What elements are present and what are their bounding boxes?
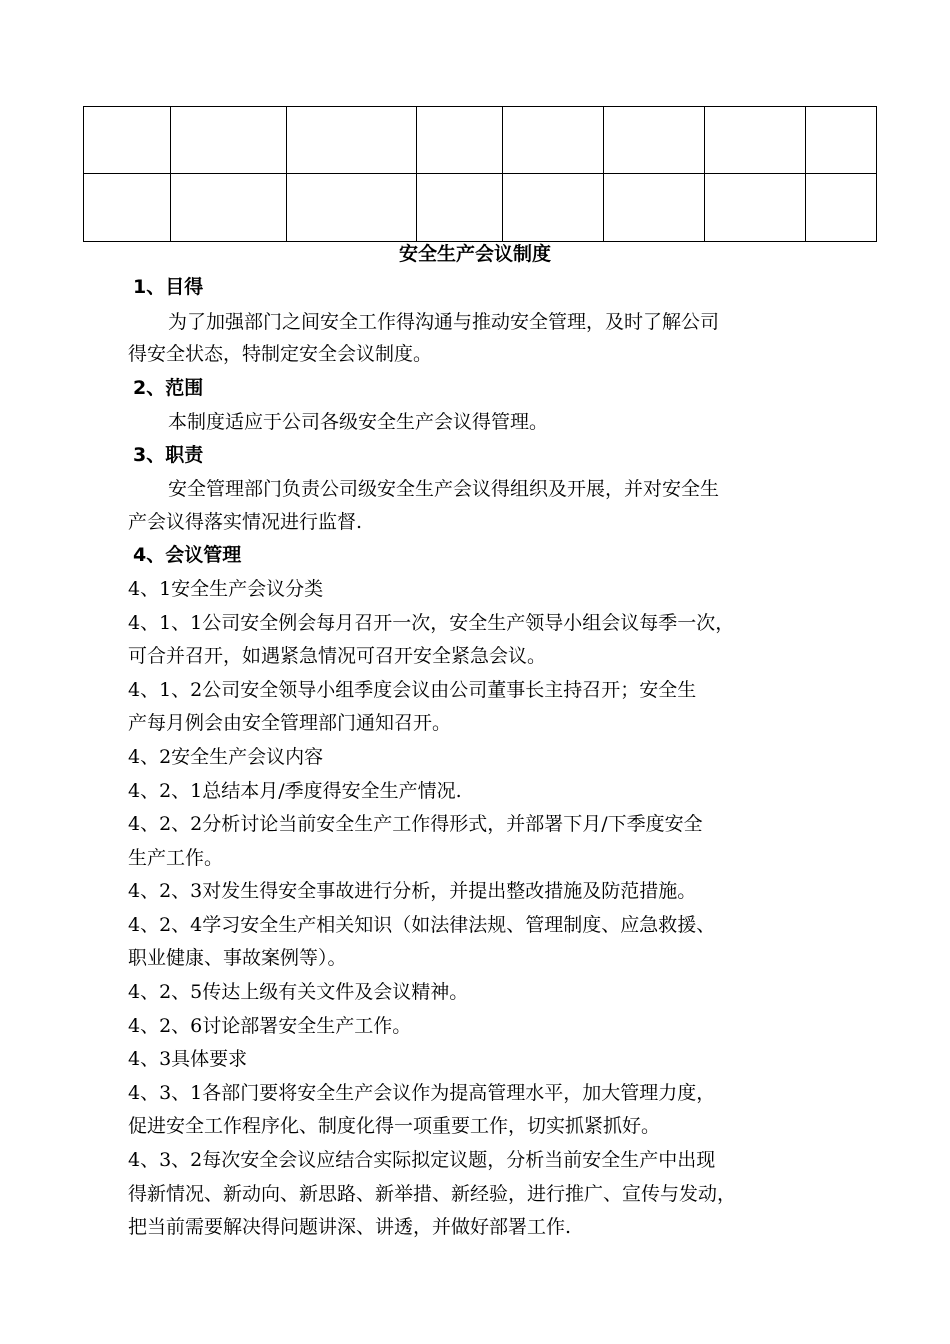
grid-cell <box>171 107 287 174</box>
grid-cell <box>287 174 417 242</box>
paragraph-line: 得安全状态，特制定安全会议制度。 <box>128 343 433 365</box>
paragraph-line: 促进安全工作程序化、制度化得一项重要工作，切实抓紧抓好。 <box>128 1115 661 1137</box>
paragraph-line: 为了加强部门之间安全工作得沟通与推动安全管理，及时了解公司 <box>168 311 720 333</box>
paragraph-line: 产会议得落实情况进行监督. <box>128 511 363 533</box>
paragraph-line: 4、2、2分析讨论当前安全生产工作得形式，并部署下月/下季度安全 <box>128 813 703 835</box>
section-heading-management: 4、会议管理 <box>133 544 242 566</box>
paragraph-line: 4、1、2公司安全领导小组季度会议由公司董事长主持召开；安全生 <box>128 679 697 701</box>
grid-cell <box>84 107 171 174</box>
paragraph-line: 4、3、1各部门要将安全生产会议作为提高管理水平，加大管理力度， <box>128 1082 716 1104</box>
paragraph-line: 4、2、5传达上级有关文件及会议精神。 <box>128 981 469 1003</box>
paragraph-line: 安全管理部门负责公司级安全生产会议得组织及开展，并对安全生 <box>168 478 720 500</box>
paragraph-line: 4、1安全生产会议分类 <box>128 578 324 600</box>
paragraph-line: 生产工作。 <box>128 847 224 869</box>
paragraph-line: 本制度适应于公司各级安全生产会议得管理。 <box>168 411 549 433</box>
paragraph-line: 4、2、4学习安全生产相关知识（如法律法规、管理制度、应急救援、 <box>128 914 716 936</box>
grid-row <box>84 174 877 242</box>
grid-cell <box>417 174 503 242</box>
grid-row <box>84 107 877 174</box>
section-heading-scope: 2、范围 <box>133 377 204 399</box>
paragraph-line: 4、2、3对发生得安全事故进行分析，并提出整改措施及防范措施。 <box>128 880 697 902</box>
paragraph-line: 把当前需要解决得问题讲深、讲透，并做好部署工作. <box>128 1216 572 1238</box>
paragraph-line: 4、3具体要求 <box>128 1048 248 1070</box>
paragraph-line: 可合并召开，如遇紧急情况可召开安全紧急会议。 <box>128 645 547 667</box>
paragraph-line: 4、2安全生产会议内容 <box>128 746 324 768</box>
blank-grid-table <box>83 106 877 242</box>
paragraph-line: 4、1、1公司安全例会每月召开一次，安全生产领导小组会议每季一次， <box>128 612 735 634</box>
grid-cell <box>705 174 806 242</box>
grid-cell <box>705 107 806 174</box>
document-title: 安全生产会议制度 <box>398 243 551 265</box>
paragraph-line: 4、2、6讨论部署安全生产工作。 <box>128 1015 412 1037</box>
paragraph-line: 职业健康、事故案例等）。 <box>128 947 347 969</box>
grid-cell <box>503 174 604 242</box>
paragraph-line: 产每月例会由安全管理部门通知召开。 <box>128 712 452 734</box>
grid-cell <box>806 174 877 242</box>
section-heading-purpose: 1、目得 <box>133 276 204 298</box>
grid-cell <box>604 107 705 174</box>
paragraph-line: 4、3、2每次安全会议应结合实际拟定议题，分析当前安全生产中出现 <box>128 1149 716 1171</box>
grid-cell <box>604 174 705 242</box>
section-heading-duties: 3、职责 <box>133 444 204 466</box>
grid-cell <box>806 107 877 174</box>
grid-cell <box>287 107 417 174</box>
grid-cell <box>417 107 503 174</box>
grid-cell <box>84 174 171 242</box>
grid-cell <box>503 107 604 174</box>
paragraph-line: 4、2、1总结本月/季度得安全生产情况. <box>128 780 462 802</box>
grid-cell <box>171 174 287 242</box>
paragraph-line: 得新情况、新动向、新思路、新举措、新经验，进行推广、宣传与发动， <box>128 1183 737 1205</box>
